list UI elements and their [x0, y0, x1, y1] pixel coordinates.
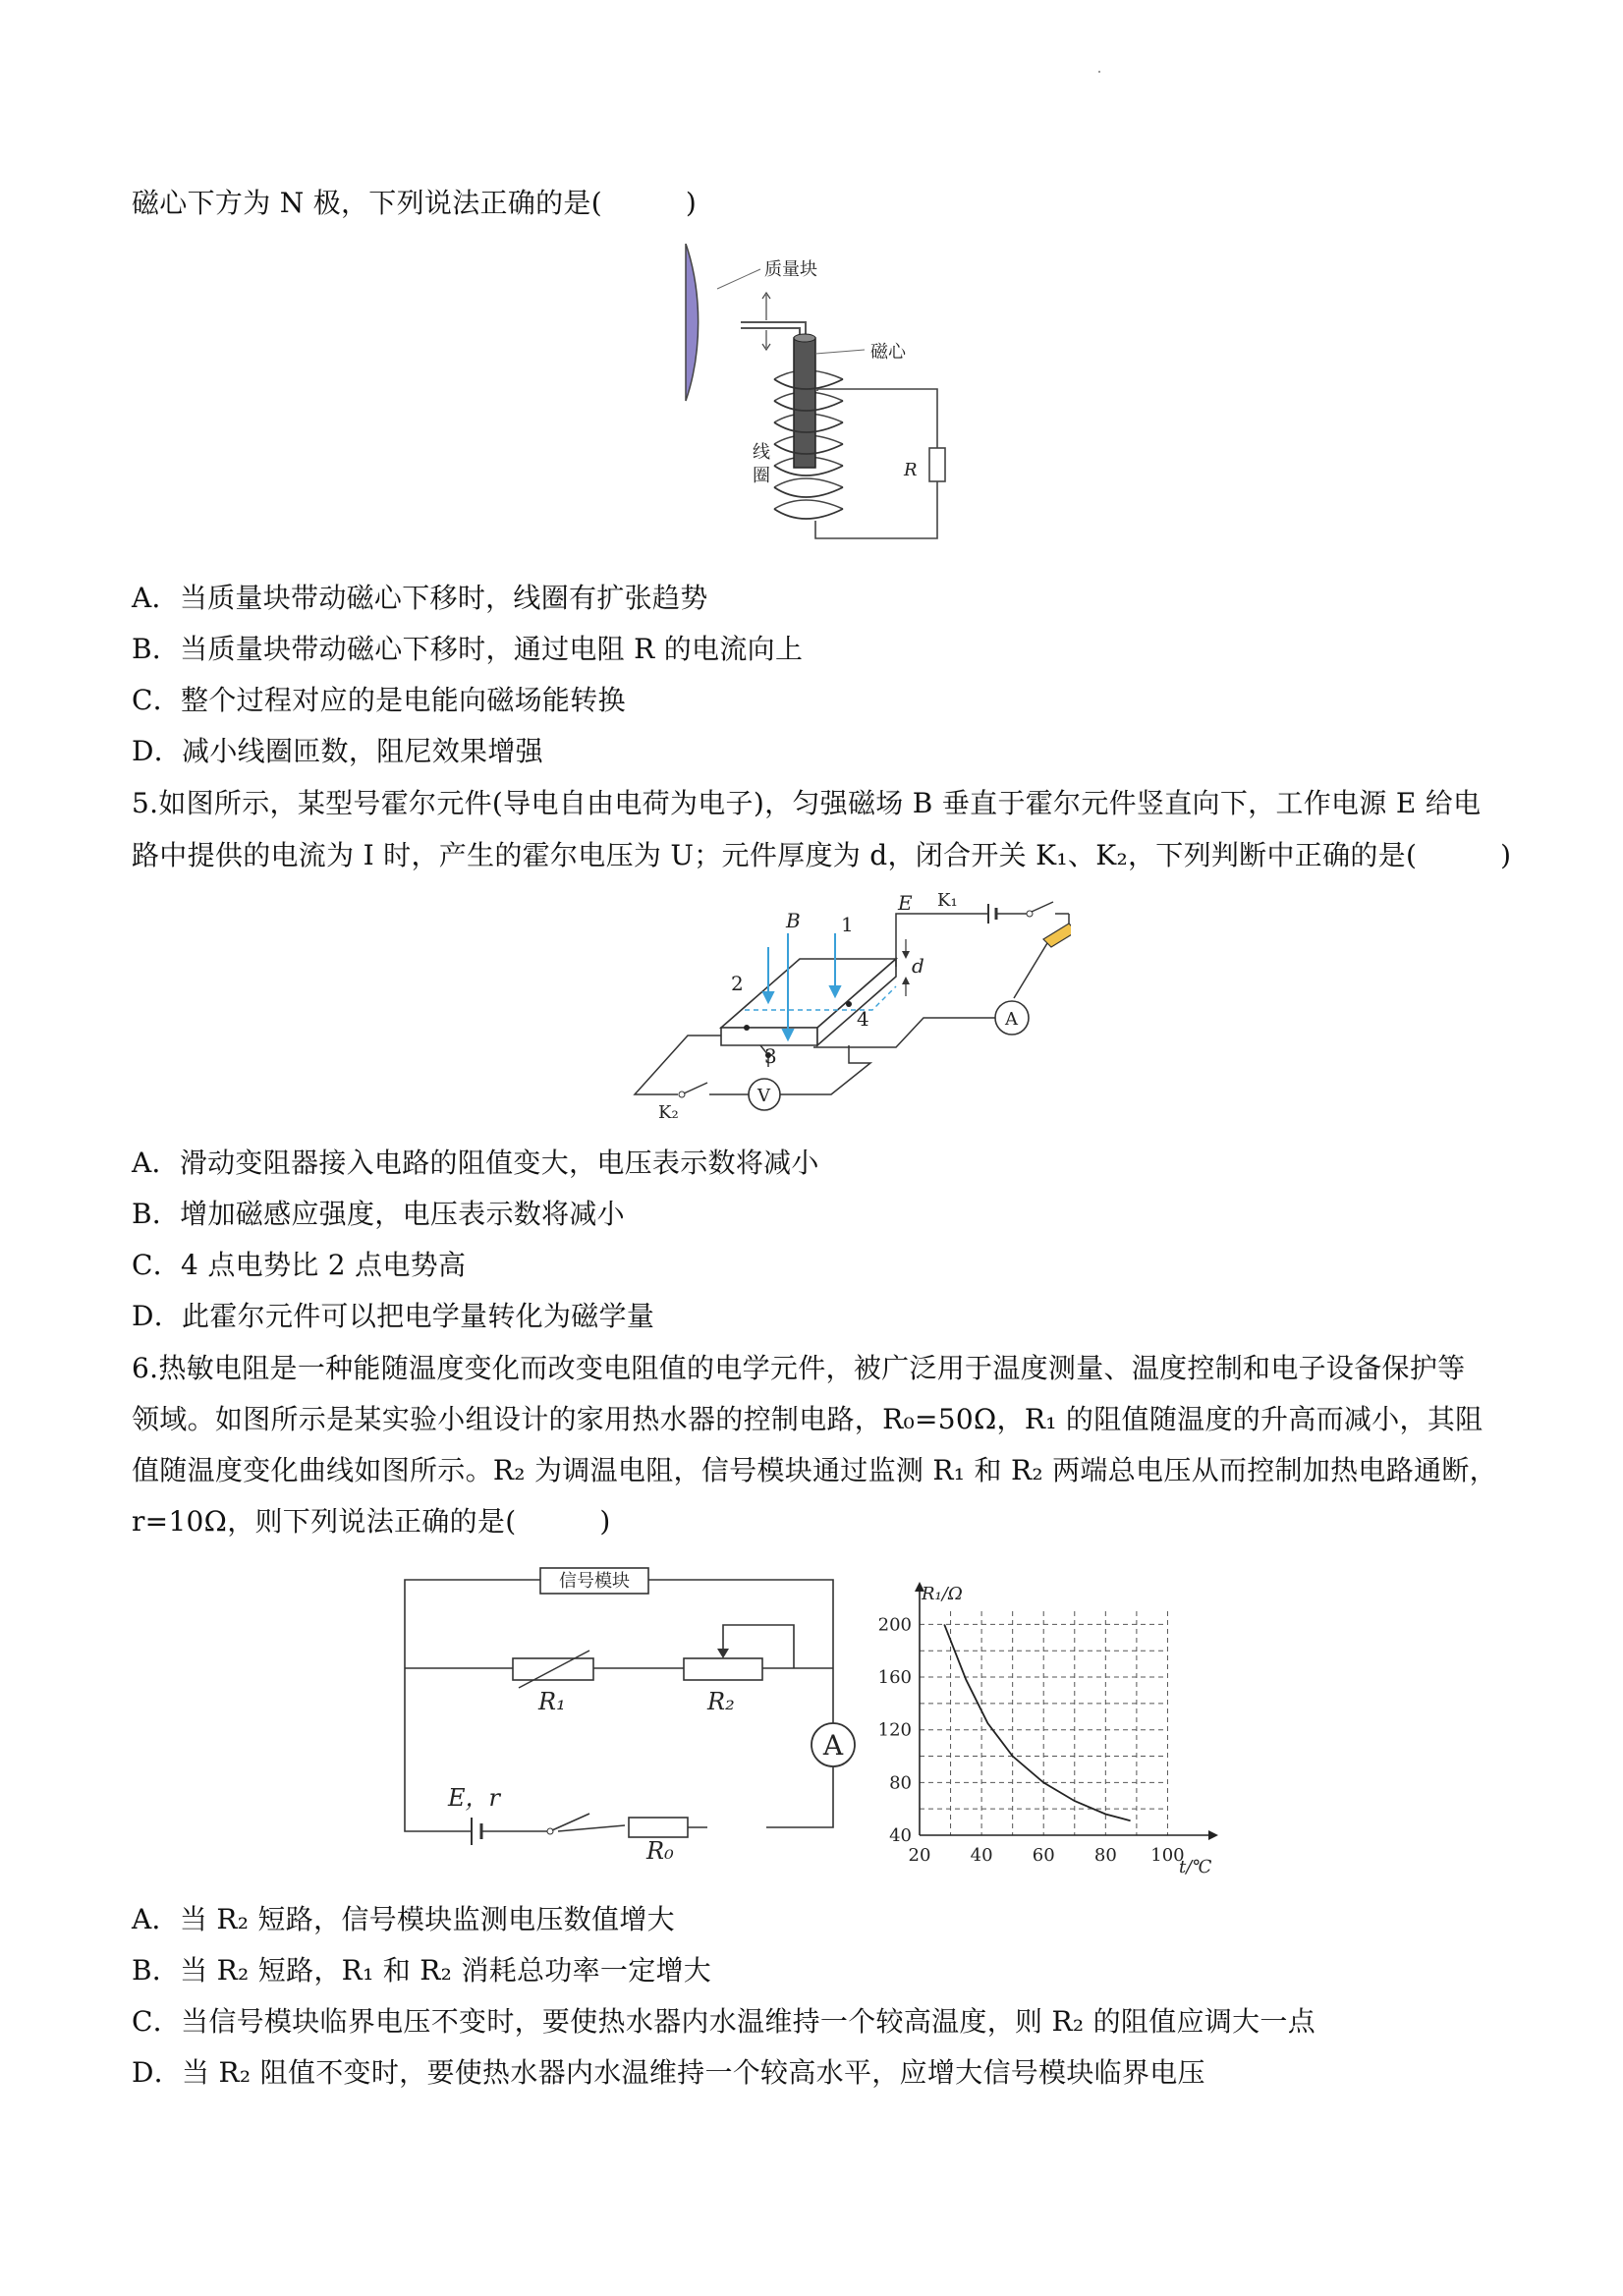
label-core: 磁心 — [870, 342, 906, 363]
q5-option-c: C．4 点电势比 2 点电势高 — [132, 1249, 467, 1281]
q6-stem-line2: 领域。如图所示是某实验小组设计的家用热水器的控制电路，R₀=50Ω，R₁ 的阻值随温度的升高而减小，其阻 — [132, 1403, 1483, 1435]
scan-dot — [1098, 71, 1100, 73]
q6-option-c: C．当信号模块临界电压不变时，要使热水器内水温维持一个较高温度，则 R₂ 的阻值应调大一点 — [132, 2005, 1316, 2038]
y-tick-label: 200 — [877, 1614, 912, 1636]
y-tick-label: 40 — [889, 1825, 912, 1846]
label-R: R — [904, 460, 918, 480]
q6-stem-line4: r=10Ω，则下列说法正确的是( ) — [132, 1505, 611, 1538]
chart-x-label: t/℃ — [1179, 1857, 1212, 1877]
chart-series-line — [944, 1624, 1130, 1820]
x-tick-label: 100 — [1150, 1845, 1185, 1866]
q5-stem-line2: 路中提供的电流为 I 时，产生的霍尔电压为 U；元件厚度为 d，闭合开关 K₁、K₂，下列判断中正确的是( ) — [132, 839, 1512, 871]
chart-y-label: R₁/Ω — [922, 1584, 963, 1604]
q4-option-c: C．整个过程对应的是电能向磁场能转换 — [132, 684, 626, 716]
label-R2: R₂ — [707, 1688, 735, 1715]
q5-stem-line1: 5.如图所示，某型号霍尔元件(导电自由电荷为电子)，匀强磁场 B 垂直于霍尔元件竖直向下，工作电源 E 给电 — [132, 787, 1482, 819]
label-d: d — [912, 954, 924, 978]
x-tick-label: 20 — [908, 1845, 931, 1866]
label-point-2: 2 — [731, 972, 744, 995]
y-tick-label: 160 — [877, 1667, 912, 1689]
label-coil-2: 圈 — [753, 466, 770, 486]
q4-option-d: D．减小线圈匝数，阻尼效果增强 — [132, 735, 543, 767]
chart-grid — [920, 1611, 1167, 1835]
x-axis-arrow — [1208, 1830, 1218, 1840]
resistor-R0 — [629, 1818, 688, 1837]
q6-stem-line1: 6.热敏电阻是一种能随温度变化而改变电阻值的电学元件，被广泛用于温度测量、温度控制和电子设备保护等 — [132, 1352, 1466, 1384]
label-E-r: E，r — [448, 1784, 500, 1812]
signal-module-label: 信号模块 — [559, 1571, 630, 1592]
label-K2: K₂ — [658, 1102, 679, 1123]
chart-axes — [915, 1582, 1218, 1840]
y-tick-label: 80 — [889, 1772, 912, 1794]
q4-option-b: B．当质量块带动磁心下移时，通过电阻 R 的电流向上 — [132, 633, 804, 665]
q6-option-b: B．当 R₂ 短路，R₁ 和 R₂ 消耗总功率一定增大 — [132, 1954, 712, 1987]
label-ammeter: A — [822, 1729, 844, 1762]
resistor-R — [929, 448, 945, 481]
q4-figure — [678, 244, 1002, 554]
x-tick-label: 80 — [1093, 1845, 1117, 1866]
rheostat-R2 — [684, 1658, 762, 1680]
label-R1: R₁ — [538, 1688, 566, 1715]
q5-option-a: A．滑动变阻器接入电路的阻值变大，电压表示数将减小 — [132, 1147, 819, 1179]
q6-option-a: A．当 R₂ 短路，信号模块监测电压数值增大 — [132, 1903, 675, 1935]
q5-option-b: B．增加磁感应强度，电压表示数将减小 — [132, 1198, 625, 1230]
q5-figure — [599, 888, 1071, 1124]
q4-stem-tail: 磁心下方为 N 极，下列说法正确的是( ) — [132, 187, 698, 219]
chart-ticks — [878, 1614, 1185, 1866]
magnetic-core — [794, 338, 815, 468]
label-point-3: 3 — [764, 1044, 777, 1068]
label-ammeter: A — [1005, 1009, 1018, 1030]
label-point-1: 1 — [841, 913, 854, 936]
label-coil-1: 线 — [753, 442, 770, 463]
q6-option-d: D．当 R₂ 阻值不变时，要使热水器内水温维持一个较高水平，应增大信号模块临界电压 — [132, 2056, 1205, 2089]
q5-option-d: D．此霍尔元件可以把电学量转化为磁学量 — [132, 1300, 655, 1332]
label-mass: 质量块 — [764, 259, 817, 280]
label-R0: R₀ — [646, 1837, 674, 1865]
label-B: B — [786, 909, 801, 932]
q4-option-a: A．当质量块带动磁心下移时，线圈有扩张趋势 — [132, 582, 708, 614]
label-E: E — [898, 891, 913, 915]
x-tick-label: 60 — [1032, 1845, 1055, 1866]
y-tick-label: 120 — [877, 1719, 912, 1741]
mass-block — [686, 244, 699, 401]
label-K1: K₁ — [937, 890, 958, 911]
label-point-4: 4 — [857, 1007, 869, 1031]
label-voltmeter: V — [757, 1086, 770, 1106]
q6-circuit — [393, 1560, 865, 1875]
r1-temperature-chart — [865, 1572, 1228, 1886]
q6-stem-line3: 值随温度变化曲线如图所示。R₂ 为调温电阻，信号模块通过监测 R₁ 和 R₂ 两端总电压从而控制加热电路通断， — [132, 1454, 1497, 1486]
x-tick-label: 40 — [970, 1845, 993, 1866]
